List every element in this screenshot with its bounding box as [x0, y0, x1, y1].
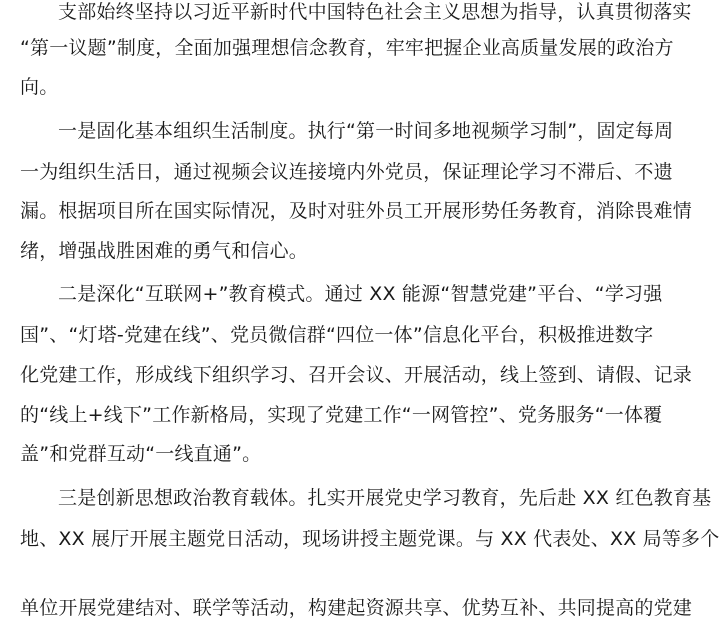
paragraph-line: 国”、“灯塔-党建在线”、党员微信群“四位一体”信息化平台，积极推进数字	[20, 324, 654, 346]
paragraph-line: 单位开展党建结对、联学等活动，构建起资源共享、优势互补、共同提高的党建	[20, 597, 693, 619]
paragraph-line: 漏。根据项目所在国实际情况，及时对驻外员工开展形势任务教育，消除畏难情	[20, 200, 693, 222]
paragraph-line: 二是深化“互联网+”教育模式。通过 XX 能源“智慧党建”平台、“学习强	[58, 283, 663, 305]
paragraph-line: 化党建工作，形成线下组织学习、召开会议、开展活动，线上签到、请假、记录	[20, 364, 693, 386]
paragraph-line: 三是创新思想政治教育载体。扎实开展党史学习教育，先后赴 XX 红色教育基	[58, 487, 712, 509]
paragraph-line: 盖”和党群互动“一线直通”。	[20, 443, 262, 465]
paragraph-line: 一是固化基本组织生活制度。执行“第一时间多地视频学习制”，固定每周	[58, 120, 674, 142]
paragraph-line: 向。	[20, 76, 59, 98]
paragraph-line: 绪，增强战胜困难的勇气和信心。	[20, 240, 309, 262]
paragraph-line: 支部始终坚持以习近平新时代中国特色社会主义思想为指导，认真贯彻落实	[58, 1, 692, 23]
paragraph-line: 一为组织生活日，通过视频会议连接境内外党员，保证理论学习不滞后、不遗	[20, 161, 673, 183]
paragraph-line: 的“线上+线下”工作新格局，实现了党建工作“一网管控”、党务服务“一体覆	[20, 404, 663, 426]
paragraph-line: “第一议题”制度，全面加强理想信念教育，牢牢把握企业高质量发展的政治方	[20, 37, 674, 59]
paragraph-line: 地、XX 展厅开展主题党日活动，现场讲授主题党课。与 XX 代表处、XX 局等多个	[20, 528, 719, 550]
